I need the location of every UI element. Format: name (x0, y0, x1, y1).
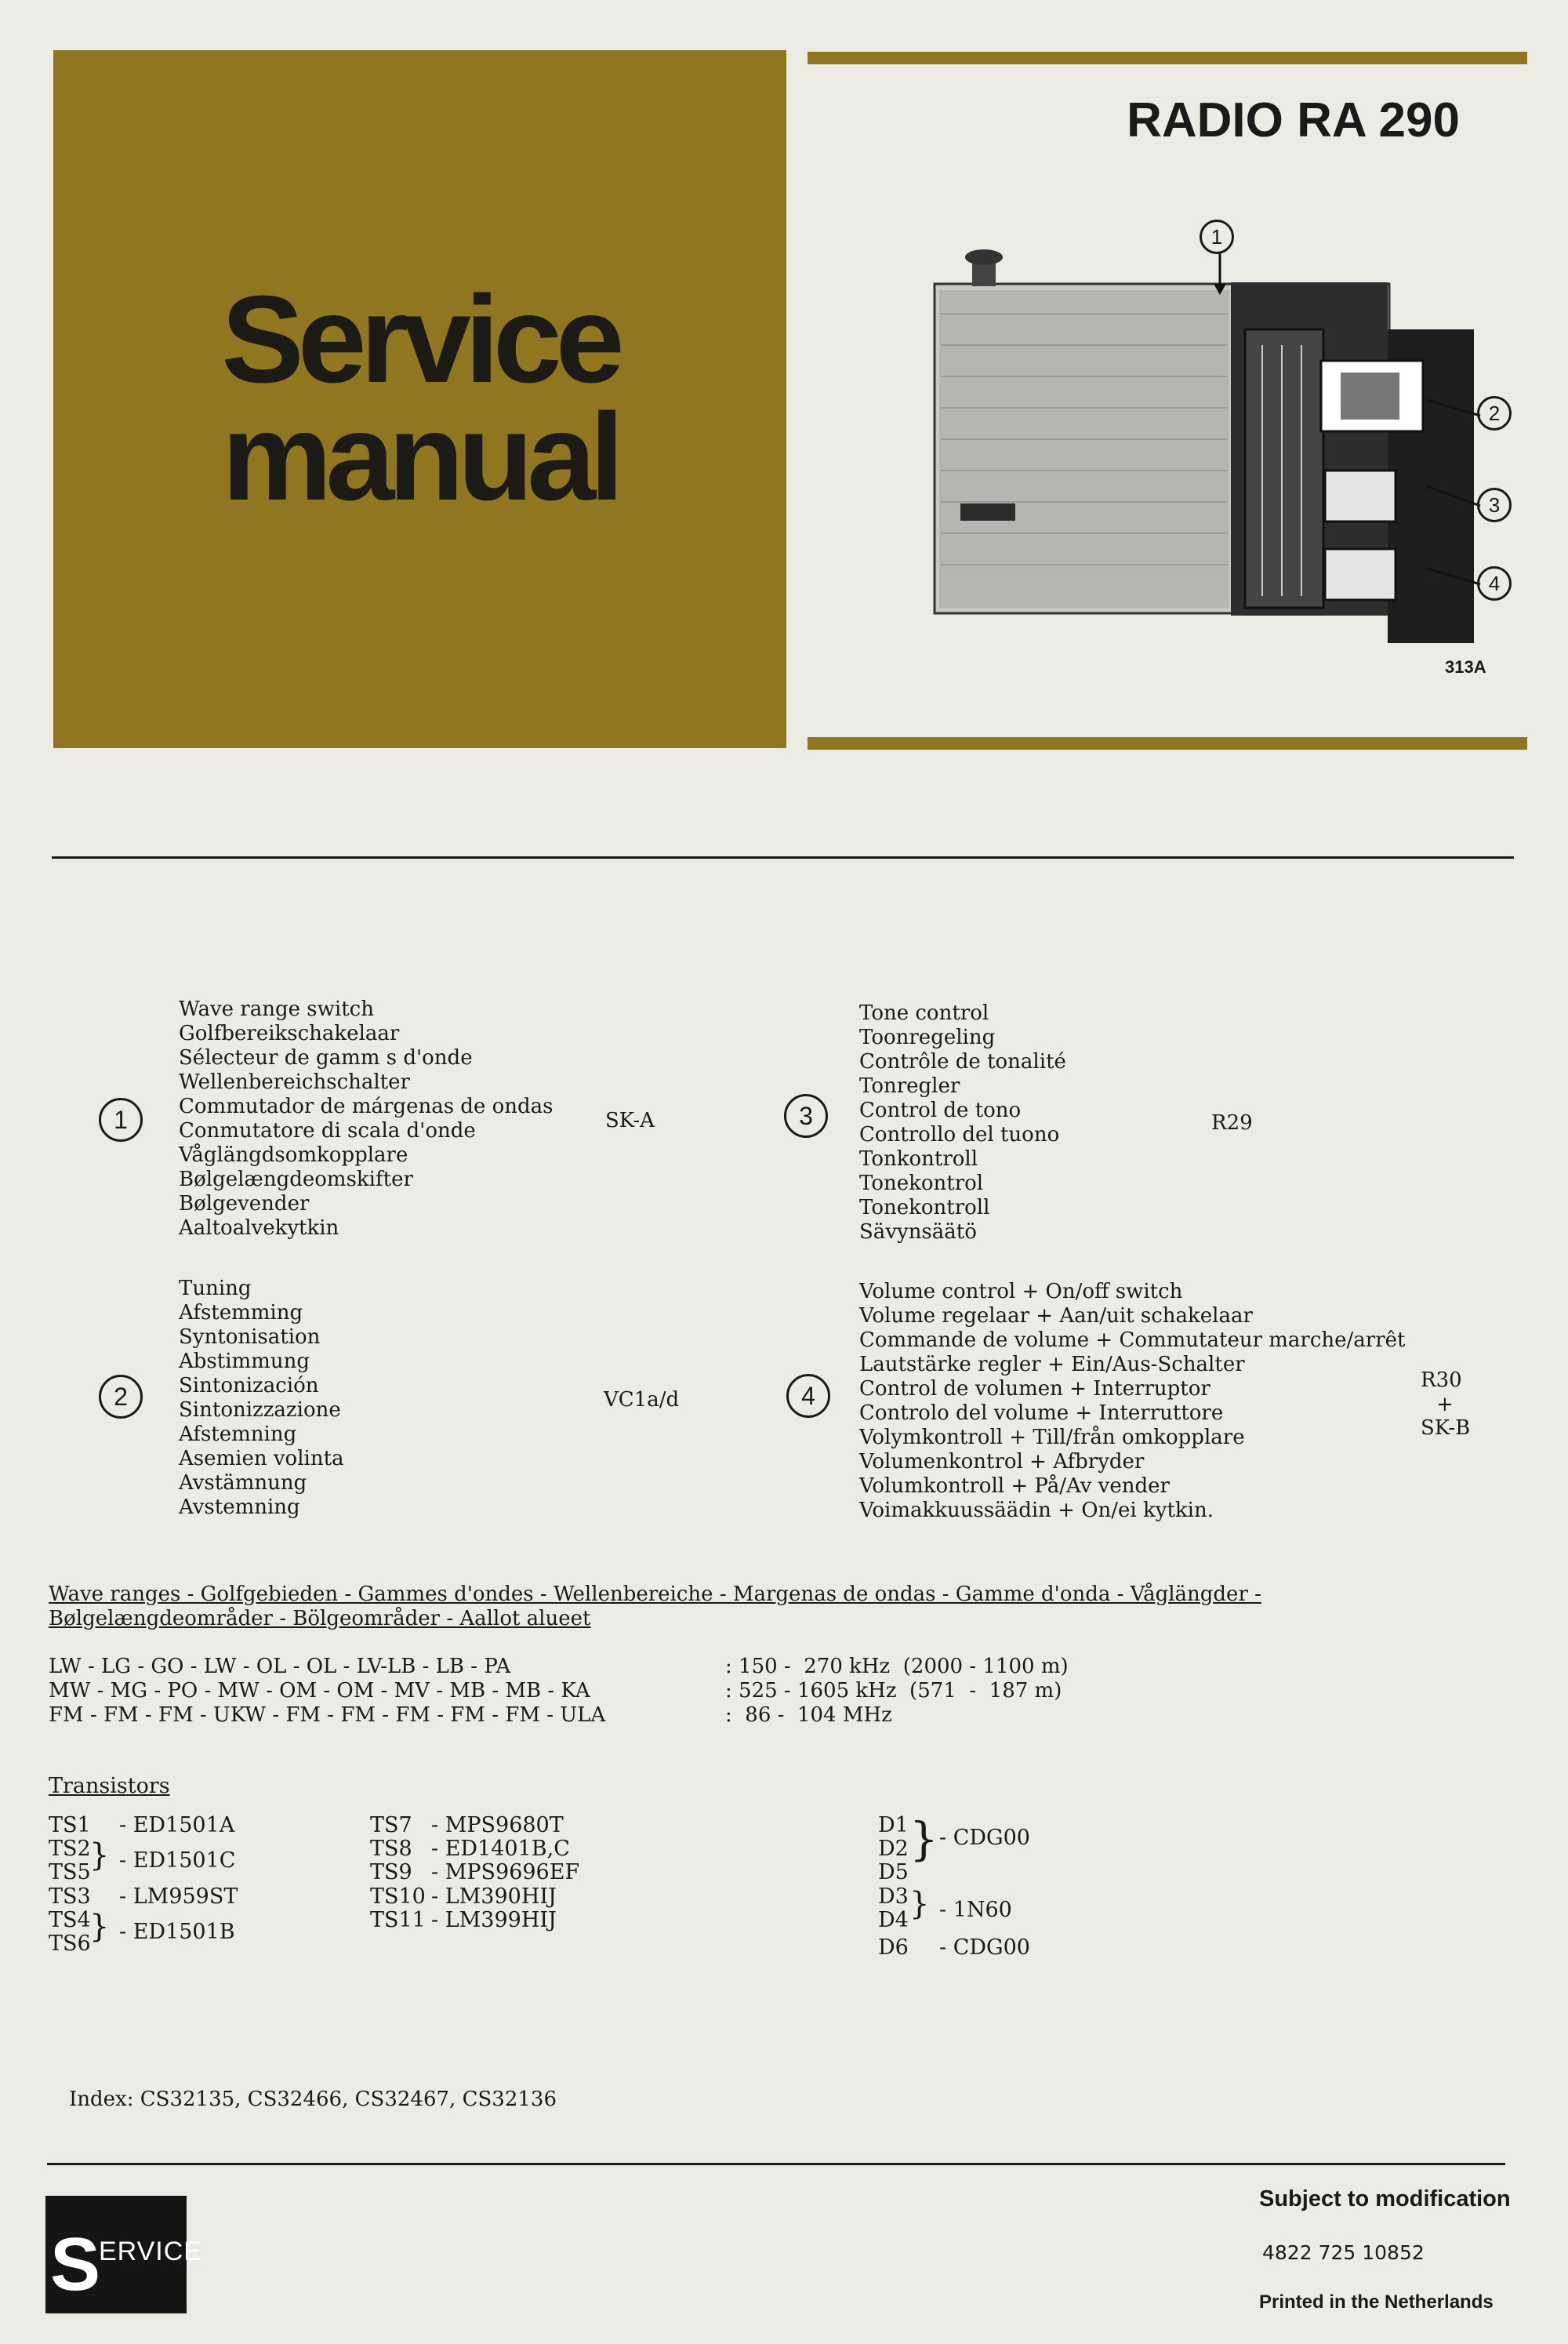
radio-illustration (925, 212, 1521, 698)
wave-range-values-lw: : 150 - 270 kHz (2000 - 1100 m) (725, 1655, 1069, 1678)
callout-2: 2 (1477, 396, 1512, 431)
ts-type: - ED1401B,C (431, 1837, 570, 1861)
ts-id: TS6 (49, 1932, 91, 1956)
callout-4: 4 (1477, 566, 1512, 601)
footer-divider (47, 2163, 1505, 2165)
control-name: Controlo del volume + Interruttore (859, 1401, 1224, 1425)
brace-icon: } (909, 1886, 930, 1922)
control-name: Wave range switch (179, 998, 374, 1021)
diode-id: D6 (878, 1935, 909, 1960)
control-name: Sintonizzazione (179, 1398, 341, 1422)
control-4-names (859, 1280, 1406, 1523)
control-name: Volume regelaar + Aan/uit schakelaar (859, 1304, 1253, 1328)
control-name: Volumkontroll + På/Av vender (859, 1474, 1170, 1498)
control-name: Tonekontrol (859, 1172, 984, 1195)
control-name: Afstemming (179, 1301, 303, 1325)
wave-range-names-mw: MW - MG - PO - MW - OM - OM - MV - MB - MB - KA (49, 1679, 590, 1703)
ts-id: TS9 (370, 1860, 412, 1884)
control-1-number: 1 (99, 1098, 143, 1142)
control-2-number: 2 (99, 1375, 143, 1419)
wave-range-names-fm: FM - FM - FM - UKW - FM - FM - FM - FM - FM - ULA (49, 1703, 606, 1727)
control-name: Tone control (859, 1001, 989, 1025)
diode-id: D4 (878, 1908, 909, 1932)
wave-ranges-heading-2: Bølgelængdeområder - Bölgeområder - Aallot alueet (49, 1607, 591, 1630)
diode-id: D3 (878, 1884, 909, 1909)
control-name: Control de tono (859, 1099, 1022, 1122)
control-2-names (179, 1277, 344, 1520)
control-name: Volume control + On/off switch (859, 1280, 1183, 1303)
control-name: Avstämnung (179, 1471, 307, 1495)
control-name: Lautstärke regler + Ein/Aus-Schalter (859, 1353, 1245, 1376)
brace-icon: } (89, 1837, 110, 1873)
control-2-code: VC1a/d (604, 1388, 680, 1412)
control-name: Tonkontroll (859, 1147, 978, 1171)
control-name: Avstemning (179, 1495, 300, 1519)
diode-type: - CDG00 (939, 1826, 1030, 1850)
control-3-names (859, 1001, 1066, 1245)
control-name: Voimakkuussäädin + On/ei kytkin. (859, 1499, 1214, 1522)
ts-id: TS1 (49, 1813, 91, 1837)
logo-text: ERVICE (99, 2237, 202, 2266)
transistors-heading: Transistors (49, 1774, 170, 1798)
control-name: Golfbereikschakelaar (179, 1022, 400, 1045)
ts-id: TS11 (370, 1908, 426, 1932)
control-3-code: R29 (1211, 1111, 1253, 1135)
ts-type: - LM959ST (119, 1884, 238, 1909)
control-4-code-3: SK-B (1421, 1416, 1471, 1440)
ts-id: TS4 (49, 1908, 91, 1932)
ts-type: - ED1501A (119, 1813, 235, 1837)
control-name: Tonregler (859, 1074, 960, 1098)
ts-type: - ED1501B (119, 1920, 235, 1944)
control-1-code: SK-A (605, 1109, 655, 1132)
brace-icon: } (89, 1909, 110, 1945)
bottom-gold-bar (808, 737, 1527, 750)
control-name: Sävynsäätö (859, 1220, 977, 1244)
control-name: Contrôle de tonalité (859, 1050, 1066, 1074)
ts-id: TS10 (370, 1884, 426, 1909)
control-name: Våglängdsomkopplare (179, 1143, 408, 1167)
control-name: Tonekontroll (859, 1196, 990, 1219)
figure-id: 313A (1445, 657, 1486, 677)
ts-id: TS8 (370, 1837, 412, 1861)
ts-type: - MPS9696EF (431, 1860, 580, 1884)
wave-ranges-heading-1: Wave ranges - Golfgebieden - Gammes d'ondes - Wellenbereiche - Margenas de ondas - Gamme d'onda - Våglängder - (49, 1583, 1261, 1606)
control-name: Bølgelængdeomskifter (179, 1168, 413, 1191)
control-name: Sintonización (179, 1374, 319, 1397)
ts-id: TS2 (49, 1837, 91, 1861)
index-line: Index: CS32135, CS32466, CS32467, CS32136 (69, 2088, 557, 2111)
control-name: Control de volumen + Interruptor (859, 1377, 1210, 1401)
callout-1: 1 (1200, 220, 1234, 254)
subject-to-modification: Subject to modification (1259, 2186, 1511, 2211)
diode-id: D5 (878, 1860, 909, 1884)
cover-title-line2: manual (221, 388, 619, 526)
control-name: Abstimmung (179, 1350, 310, 1373)
ts-id: TS5 (49, 1860, 91, 1884)
logo-letter: S (50, 2222, 101, 2306)
top-gold-bar (808, 52, 1527, 64)
wave-range-names-lw: LW - LG - GO - LW - OL - OL - LV-LB - LB - PA (49, 1655, 511, 1678)
section-divider (52, 856, 1514, 859)
control-1-names (179, 998, 553, 1241)
cover-panel (53, 50, 786, 748)
control-4-code-1: R30 (1421, 1368, 1462, 1392)
ts-type: - LM399HIJ (431, 1908, 557, 1932)
diode-type: - 1N60 (939, 1898, 1012, 1922)
control-name: Volumenkontrol + Afbryder (859, 1450, 1145, 1474)
model-title: RADIO RA 290 (1127, 93, 1460, 147)
brace-icon: } (909, 1812, 938, 1866)
wave-range-values-mw: : 525 - 1605 kHz (571 - 187 m) (725, 1679, 1062, 1703)
control-name: Toonregeling (859, 1026, 996, 1049)
control-name: Volymkontroll + Till/från omkopplare (859, 1426, 1245, 1449)
control-4-number: 4 (786, 1374, 830, 1418)
control-name: Syntonisation (179, 1325, 321, 1349)
ts-type: - LM390HIJ (431, 1884, 557, 1909)
control-name: Commutador de márgenas de ondas (179, 1095, 554, 1118)
control-name: Sélecteur de gamm s d'onde (179, 1046, 473, 1070)
ts-type: - ED1501C (119, 1848, 236, 1873)
ts-id: TS7 (370, 1813, 412, 1837)
ts-id: TS3 (49, 1884, 91, 1909)
callout-3: 3 (1477, 488, 1512, 522)
printed-in: Printed in the Netherlands (1259, 2291, 1494, 2313)
diode-id: D2 (878, 1837, 909, 1861)
cover-title-line1: Service (221, 271, 619, 409)
control-name: Bølgevender (179, 1192, 310, 1216)
control-name: Tuning (179, 1277, 252, 1300)
control-name: Asemien volinta (179, 1447, 344, 1470)
control-3-number: 3 (784, 1094, 828, 1138)
control-name: Aaltoalvekytkin (179, 1216, 339, 1240)
diode-type: - CDG00 (939, 1935, 1030, 1960)
control-name: Wellenbereichschalter (179, 1070, 410, 1094)
control-4-code-2: + (1436, 1393, 1454, 1416)
control-name: Afstemning (179, 1423, 297, 1446)
service-logo (45, 2196, 202, 2313)
ts-type: - MPS9680T (431, 1813, 564, 1837)
wave-range-values-fm: : 86 - 104 MHz (725, 1703, 892, 1727)
diode-id: D1 (878, 1813, 909, 1837)
control-name: Controllo del tuono (859, 1123, 1060, 1147)
control-name: Conmutatore di scala d'onde (179, 1119, 476, 1143)
control-name: Commande de volume + Commutateur marche/arrêt (859, 1328, 1406, 1352)
document-code: 4822 725 10852 (1262, 2241, 1425, 2264)
